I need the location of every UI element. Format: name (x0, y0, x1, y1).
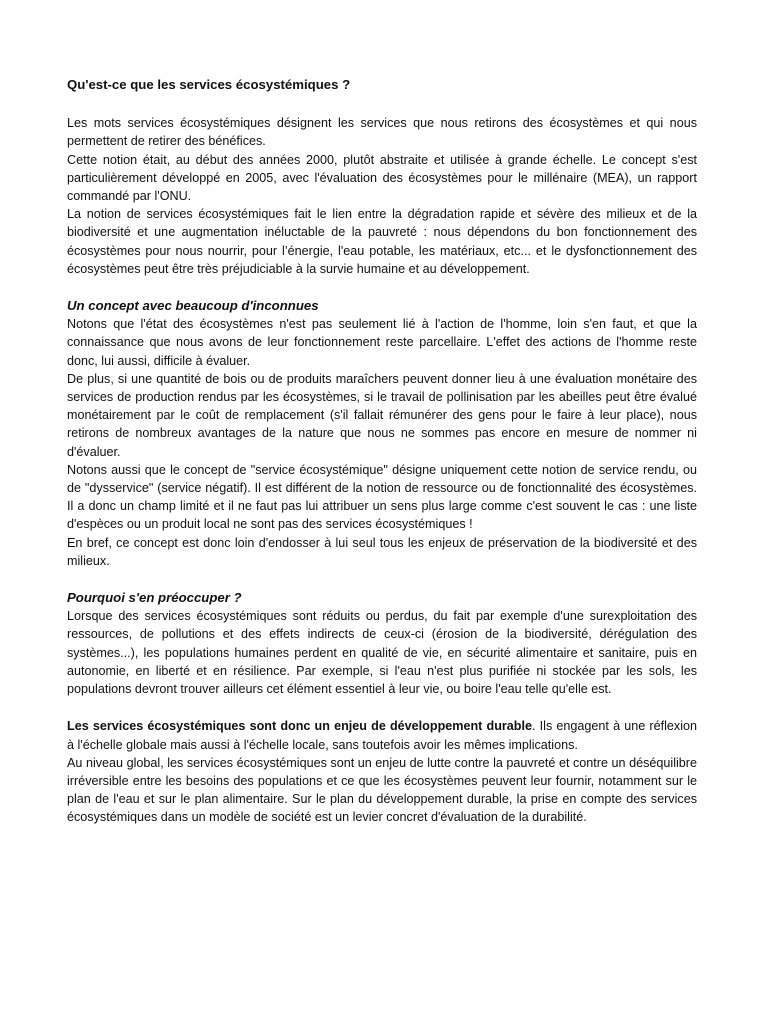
unknowns-paragraph-2: De plus, si une quantité de bois ou de produits maraîchers peuvent donner lieu à une évaluation monétaire des services de production rendus par les écosystèmes, si le travail de pollinisation par les abeilles peut être évalué monétairement par le coût de remplacement (s'il fallait rémunérer des gens pour le faire à leur place), nous retirons de nombreux avantages de la nature que nous ne sommes pas encore en mesure de nommer ni d'évaluer. (67, 371, 697, 459)
unknowns-paragraph-3: Notons aussi que le concept de "service écosystémique" désigne uniquement cette notion de service rendu, ou de "dysservice" (service négatif). Il est différent de la notion de ressource ou de fonctionnalité des écosystèmes. Il a donc un champ limité et il ne faut pas lui attribuer un sens plus large comme c'est souvent le cas : une liste d'espèces ou un produit local ne sont pas des services écosystémiques ! (67, 462, 697, 532)
unknowns-paragraph-1: Notons que l'état des écosystèmes n'est pas seulement lié à l'action de l'homme, loin s'en faut, et que la connaissance que nous avons de leur fonctionnement reste parcellaire. L'effet des actions de l'homme reste donc, lui aussi, difficile à évaluer. (67, 317, 697, 368)
section-why-care (67, 589, 697, 698)
sustainable-paragraph: Au niveau global, les services écosystémiques sont un enjeu de lutte contre la pauvreté et contre un déséquilibre irréversible entre les besoins des populations et ce que les écosystèmes peuvent leur fournir, notamment sur le plan de l'eau et sur le plan alimentaire. Sur le plan du développement durable, la prise en compte des services écosystémiques dans un modèle de société est un levier concret d'évaluation de la durabilité. (67, 755, 697, 825)
section-sustainable-development (67, 717, 697, 826)
why-care-paragraph: Lorsque des services écosystémiques sont réduits ou perdus, du fait par exemple d'une surexploitation des ressources, de pollutions et des effets indirects de ceux-ci (érosion de la biodiversité, dérégulation des systèmes...), les populations humaines perdent en qualité de vie, en sécurité alimentaire et sanitaire, puis en autonomie, en liberté et en résilience. Par exemple, si l'eau n'est plus purifiée ni stockée par les sols, les populations devront trouver ailleurs cet élément essentiel à leur vie, ou boire l'eau telle qu'elle est. (67, 609, 697, 697)
section-heading-why-care: Pourquoi s'en préoccuper ? (67, 590, 242, 606)
sustainable-lead-rest: . Ils engagent à une réflexion à l'échelle globale mais aussi à l'échelle locale, sans toutefois avoir les mêmes implications. (67, 719, 697, 752)
intro-block (67, 114, 697, 278)
page-title: Qu'est-ce que les services écosystémiques ? (67, 77, 351, 92)
intro-paragraph-2: Cette notion était, au début des années 2000, plutôt abstraite et utilisée à grande échelle. Le concept s'est particulièrement développé en 2005, avec l'évaluation des écosystèmes pour le millénaire (MEA), un rapport commandé par l'ONU. (67, 152, 697, 204)
sustainable-lead-paragraph (67, 717, 697, 753)
document-page (67, 76, 697, 846)
section-unknowns (67, 297, 697, 570)
section-heading-unknowns: Un concept avec beaucoup d'inconnues (67, 298, 319, 314)
intro-paragraph-3: La notion de services écosystémiques fait le lien entre la dégradation rapide et sévère des milieux et de la biodiversité et une augmentation inéluctable de la pauvreté : nous dépendons du bon fonctionnement des écosystèmes pour nous nourrir, pour l’énergie, l'eau potable, les matériaux, etc... et le dysfonctionnement des écosystèmes peut être très préjudiciable à la survie humaine et au développement. (67, 207, 697, 276)
sustainable-lead-bold: Les services écosystémiques sont donc un enjeu de développement durable (67, 719, 532, 734)
intro-paragraph-1: Les mots services écosystémiques désignent les services que nous retirons des écosystèmes et qui nous permettent de retirer des bénéfices. (67, 116, 697, 149)
unknowns-paragraph-4: En bref, ce concept est donc loin d'endosser à lui seul tous les enjeux de préservation de la biodiversité et des milieux. (67, 535, 697, 568)
